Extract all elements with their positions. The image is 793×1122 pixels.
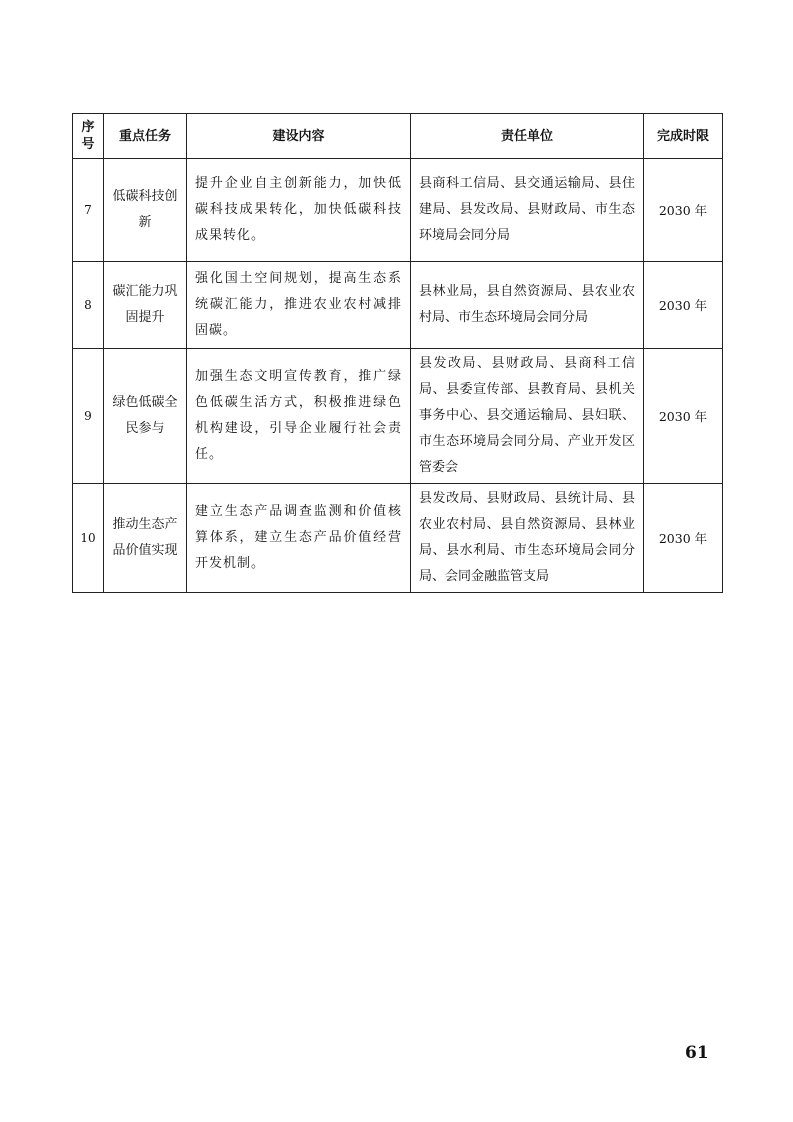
row-deadline: 2030 年	[644, 262, 723, 349]
header-no: 序号	[73, 114, 104, 159]
table-header-row	[73, 114, 723, 159]
row-unit: 县发改局、县财政局、县统计局、县农业农村局、县自然资源局、县林业局、县水利局、市生态环境局会同分局、会同金融监管支局	[411, 484, 644, 593]
row-deadline: 2030 年	[644, 484, 723, 593]
row-content: 建立生态产品调查监测和价值核算体系，建立生态产品价值经营开发机制。	[187, 484, 411, 593]
header-deadline: 完成时限	[644, 114, 723, 159]
table-row	[73, 159, 723, 262]
row-deadline: 2030 年	[644, 349, 723, 484]
header-content: 建设内容	[187, 114, 411, 159]
table-row	[73, 349, 723, 484]
page-number: 61	[685, 1043, 709, 1063]
table-row	[73, 484, 723, 593]
row-content: 强化国土空间规划，提高生态系统碳汇能力，推进农业农村减排固碳。	[187, 262, 411, 349]
row-no: 9	[73, 349, 104, 484]
row-unit: 县商科工信局、县交通运输局、县住建局、县发改局、县财政局、市生态环境局会同分局	[411, 159, 644, 262]
task-table	[72, 113, 723, 593]
table-row	[73, 262, 723, 349]
row-content: 提升企业自主创新能力，加快低碳科技成果转化，加快低碳科技成果转化。	[187, 159, 411, 262]
row-unit: 县发改局、县财政局、县商科工信局、县委宣传部、县教育局、县机关事务中心、县交通运输局、县妇联、市生态环境局会同分局、产业开发区管委会	[411, 349, 644, 484]
row-unit: 县林业局，县自然资源局、县农业农村局、市生态环境局会同分局	[411, 262, 644, 349]
row-no: 8	[73, 262, 104, 349]
header-unit: 责任单位	[411, 114, 644, 159]
row-no: 7	[73, 159, 104, 262]
header-task: 重点任务	[104, 114, 187, 159]
row-content: 加强生态文明宣传教育，推广绿色低碳生活方式，积极推进绿色机构建设，引导企业履行社会责任。	[187, 349, 411, 484]
row-task: 低碳科技创新	[104, 159, 187, 262]
row-no: 10	[73, 484, 104, 593]
row-deadline: 2030 年	[644, 159, 723, 262]
row-task: 绿色低碳全民参与	[104, 349, 187, 484]
row-task: 碳汇能力巩固提升	[104, 262, 187, 349]
row-task: 推动生态产品价值实现	[104, 484, 187, 593]
